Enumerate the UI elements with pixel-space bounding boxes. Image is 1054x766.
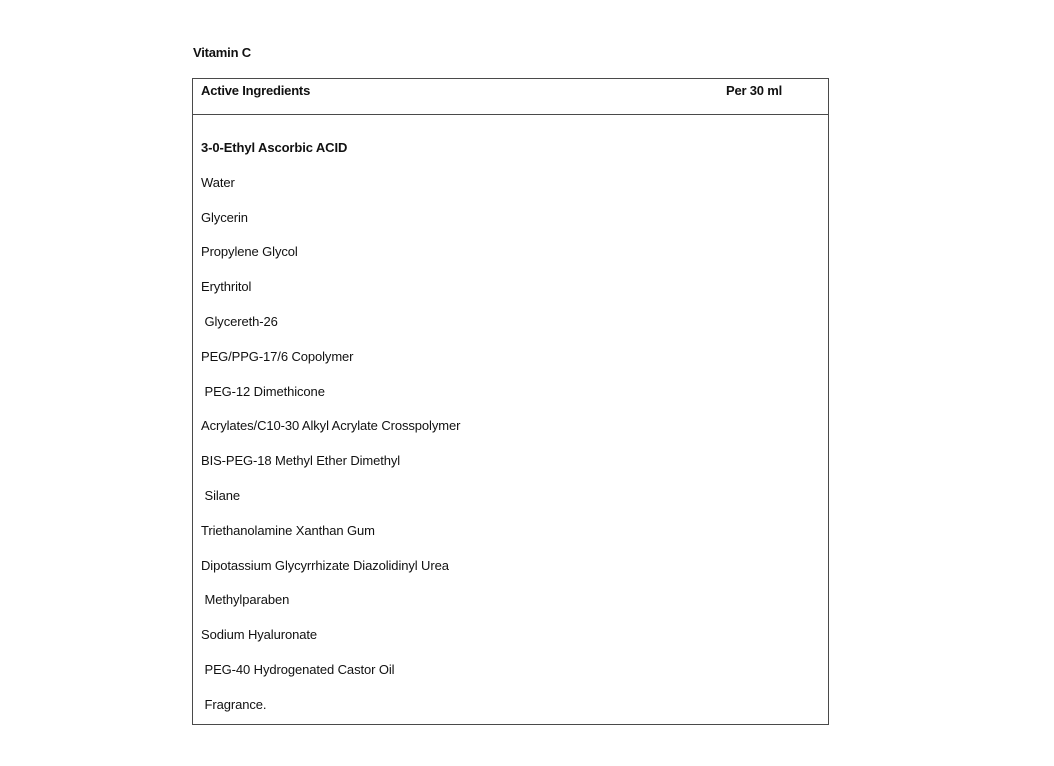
per-30ml-header: Per 30 ml [726,83,783,98]
ingredient-item: Propylene Glycol [201,244,298,260]
ingredient-item: Methylparaben [201,592,290,608]
ingredients-table [192,78,829,725]
ingredient-item: 3-0-Ethyl Ascorbic ACID [201,140,348,155]
ingredient-item: PEG/PPG-17/6 Copolymer [201,348,354,364]
ingredient-item: Fragrance. [201,696,267,712]
ingredient-item: PEG-12 Dimethicone [201,383,325,399]
ingredient-item: Triethanolamine Xanthan Gum [201,522,375,538]
ingredient-item: Glycerin [201,209,248,225]
ingredient-item: BIS-PEG-18 Methyl Ether Dimethyl [201,453,401,469]
ingredient-item: PEG-40 Hydrogenated Castor Oil [201,661,395,677]
ingredient-item: Water [201,174,235,190]
ingredient-item: Acrylates/C10-30 Alkyl Acrylate Crosspolymer [201,418,461,434]
active-ingredients-header: Active Ingredients [201,83,311,98]
ingredient-item: Silane [201,487,241,503]
ingredient-item: Sodium Hyaluronate [201,627,317,643]
ingredient-item: Erythritol [201,279,252,295]
ingredient-list [201,139,460,731]
document-title: Vitamin C [193,45,251,60]
ingredient-item: Glycereth-26 [201,313,278,329]
table-header-row [193,79,828,115]
ingredient-item: Dipotassium Glycyrrhizate Diazolidinyl Urea [201,557,449,573]
